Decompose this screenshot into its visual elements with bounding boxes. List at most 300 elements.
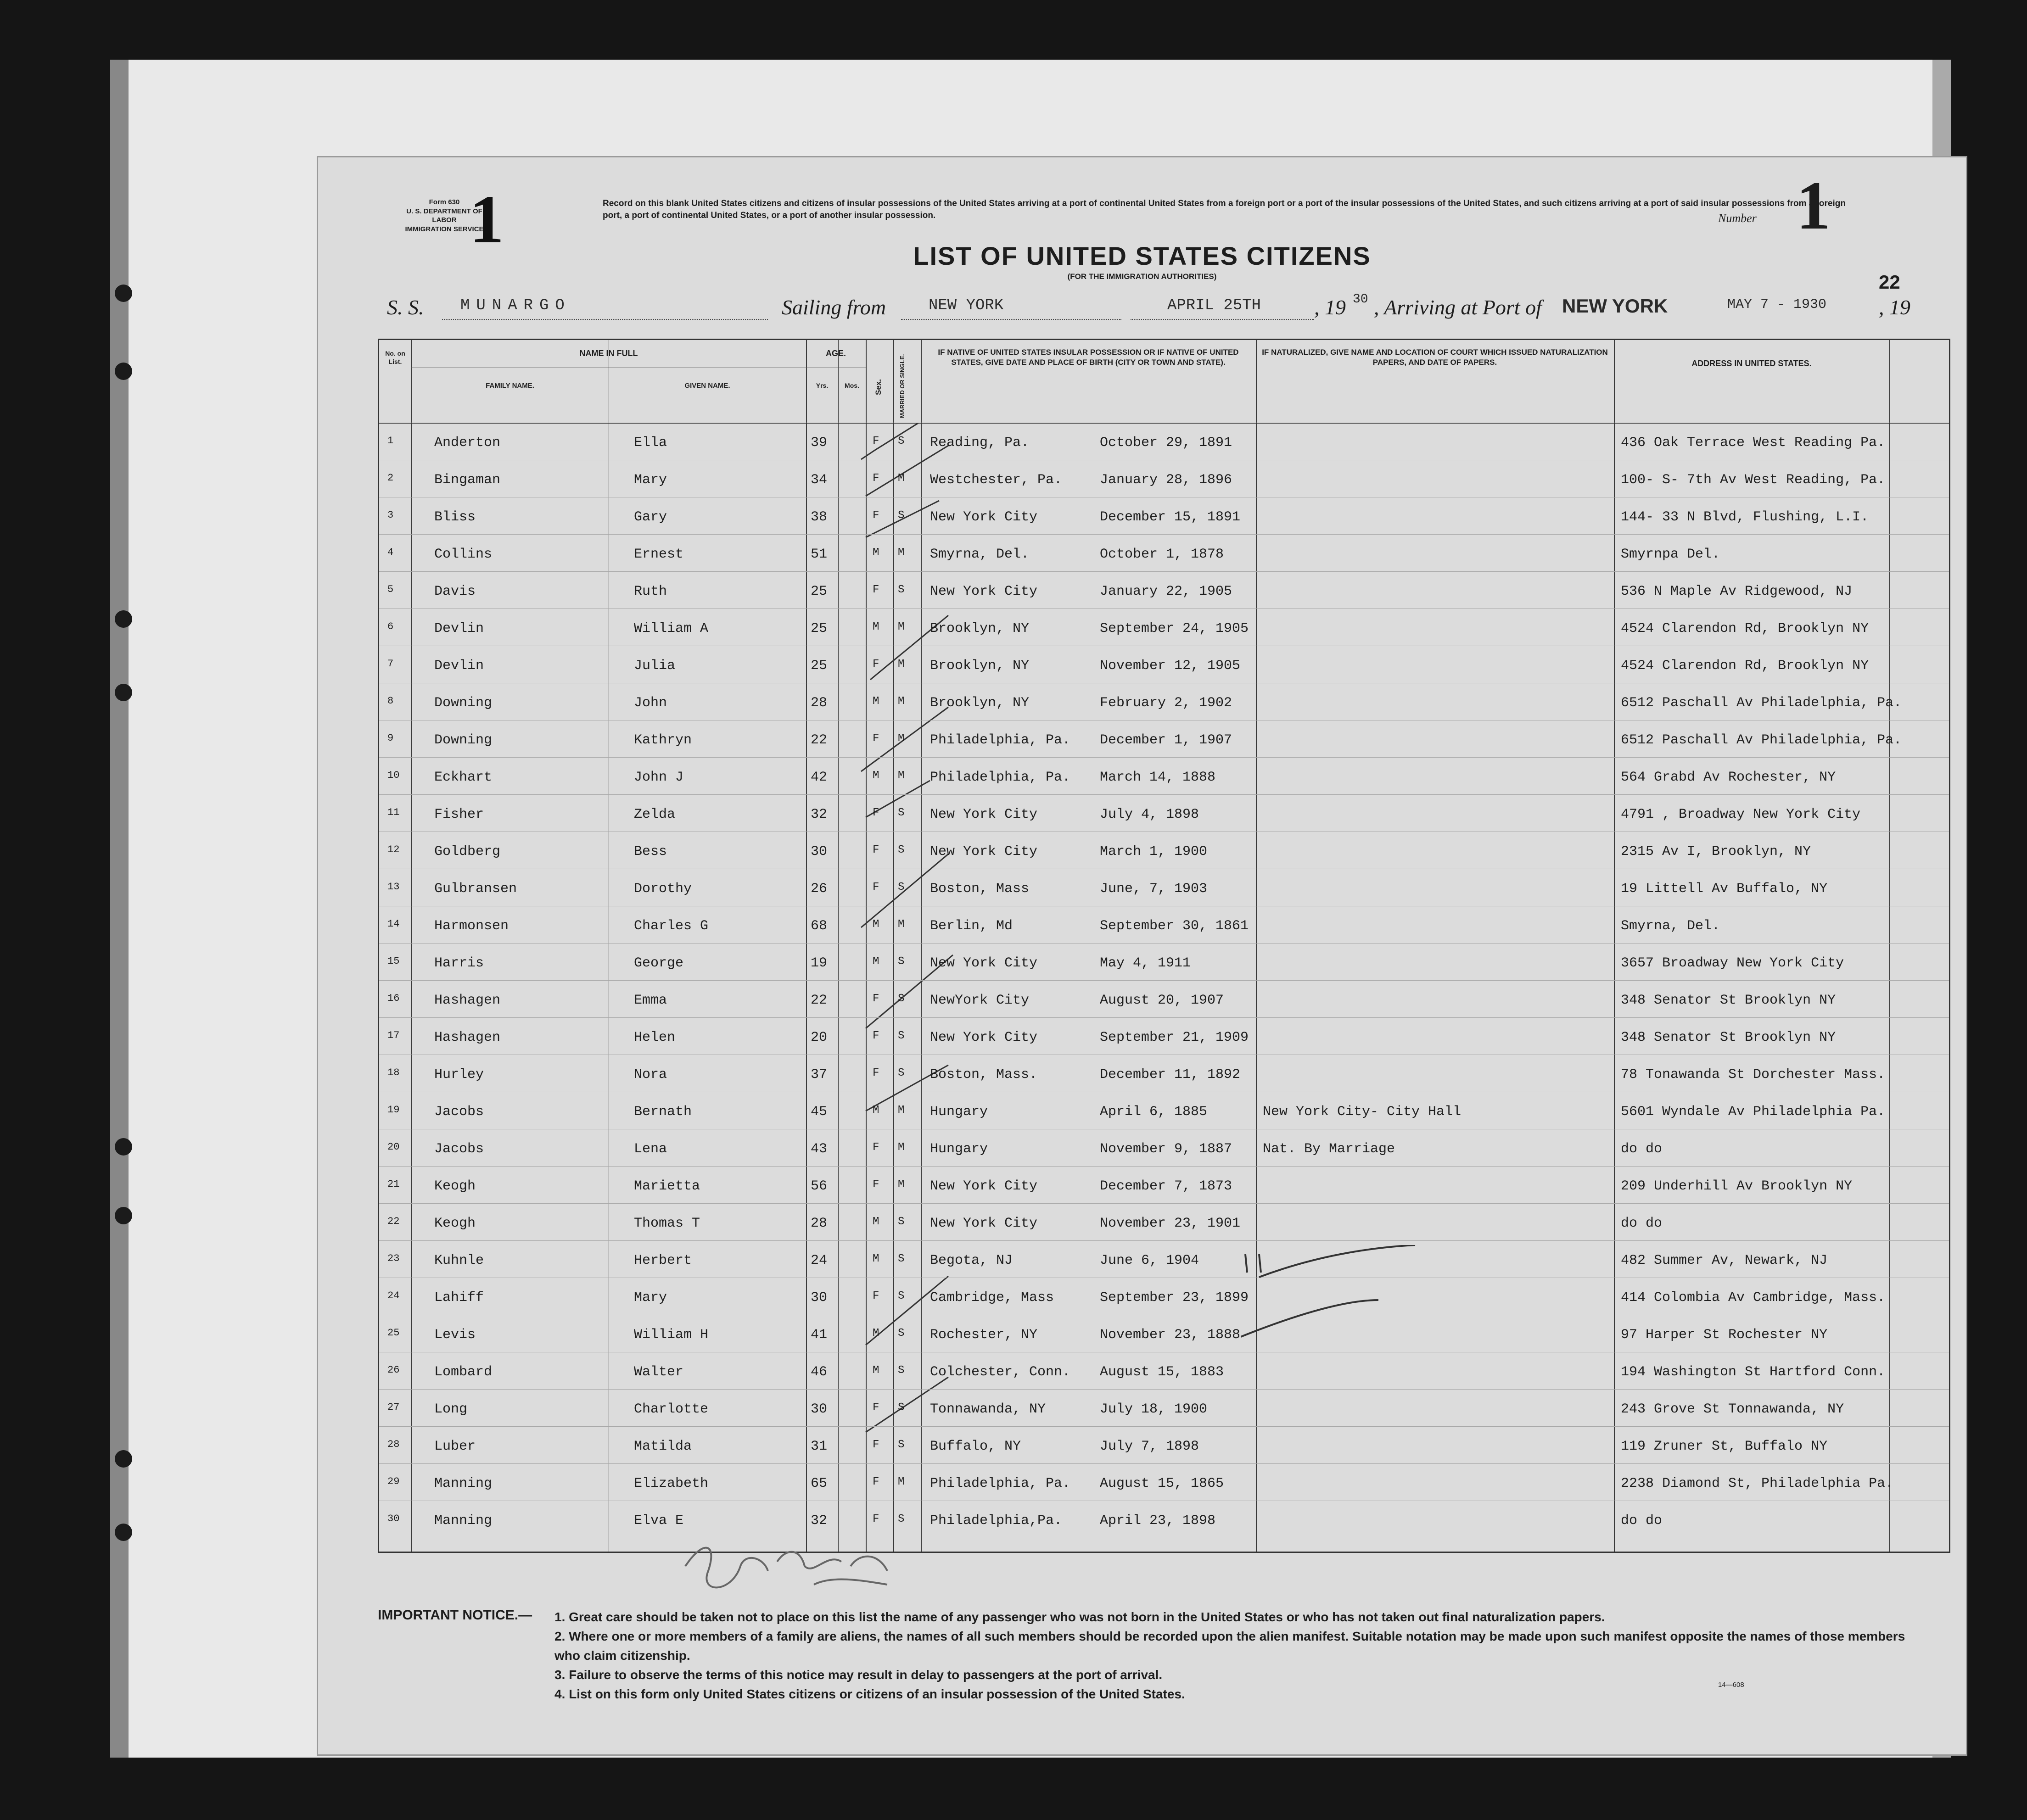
binder-hole [115, 1524, 132, 1541]
marital-status: S [898, 1067, 905, 1079]
family-name: Lahiff [434, 1290, 484, 1306]
sex: F [873, 658, 879, 670]
page-number: 22 [1879, 271, 1900, 293]
marital-status: S [898, 1513, 905, 1525]
ss-label: S. S. [387, 296, 424, 319]
marital-status: S [898, 435, 905, 447]
column-header-married: MARRIED OR SINGLE. [899, 354, 906, 418]
given-name: Bernath [634, 1104, 692, 1120]
age-years: 56 [811, 1178, 828, 1194]
marital-status: S [898, 1253, 905, 1265]
sex: F [873, 1401, 879, 1414]
table-row [379, 1501, 1949, 1538]
age-years: 42 [811, 770, 828, 785]
birth-place: Berlin, Md [930, 918, 1013, 934]
table-row [379, 646, 1949, 683]
row-number: 26 [387, 1364, 400, 1376]
table-row [379, 832, 1949, 869]
age-years: 34 [811, 472, 828, 488]
column-header-sex: Sex. [874, 379, 883, 395]
birth-date: November 23, 1901 [1100, 1216, 1241, 1231]
marital-status: S [898, 807, 905, 819]
us-address: 119 Zruner St, Buffalo NY [1621, 1439, 1828, 1454]
us-address: 436 Oak Terrace West Reading Pa. [1621, 435, 1886, 451]
sex: F [873, 1030, 879, 1042]
age-years: 20 [811, 1030, 828, 1045]
marital-status: M [898, 1141, 905, 1154]
column-header-yrs: Yrs. [816, 382, 829, 389]
us-address: 78 Tonawanda St Dorchester Mass. [1621, 1067, 1886, 1083]
notice-items [554, 1608, 1932, 1704]
birth-date: March 1, 1900 [1100, 844, 1208, 860]
age-years: 31 [811, 1439, 828, 1454]
age-years: 32 [811, 807, 828, 822]
given-name: Elva E [634, 1513, 684, 1529]
table-row [379, 460, 1949, 497]
table-row [379, 423, 1949, 460]
marital-status: M [898, 621, 905, 633]
us-address: 482 Summer Av, Newark, NJ [1621, 1253, 1828, 1268]
us-address: 194 Washington St Hartford Conn. [1621, 1364, 1886, 1380]
left-binding-strip [110, 60, 129, 1758]
given-name: Julia [634, 658, 676, 674]
signature [676, 1534, 915, 1598]
given-name: William A [634, 621, 709, 636]
us-address: 2315 Av I, Brooklyn, NY [1621, 844, 1811, 860]
age-years: 41 [811, 1327, 828, 1343]
given-name: Thomas T [634, 1216, 700, 1231]
sex: F [873, 435, 879, 447]
birth-place: Hungary [930, 1141, 988, 1157]
notice-label: IMPORTANT NOTICE.— [378, 1608, 532, 1623]
us-address: 5601 Wyndale Av Philadelphia Pa. [1621, 1104, 1886, 1120]
given-name: Charlotte [634, 1401, 709, 1417]
column-header-given: GIVEN NAME. [684, 382, 730, 390]
row-number: 9 [387, 732, 394, 744]
sex: M [873, 1327, 879, 1340]
record-instructions: Record on this blank United States citizens and citizens of insular possessions of the United States arriving at a port of continental United States from a foreign port or a port of the insular possessions of the United States, and such citizens arriving at a port of said insular possessions from a foreign port, a port of continental United States, or a port of another insular possession. [603, 199, 1846, 220]
row-number: 1 [387, 435, 394, 447]
given-name: Herbert [634, 1253, 692, 1268]
sex: F [873, 1067, 879, 1079]
family-name: Davis [434, 584, 476, 599]
given-name: Zelda [634, 807, 676, 822]
sex: F [873, 1178, 879, 1191]
family-name: Collins [434, 547, 493, 562]
family-name: Manning [434, 1476, 493, 1491]
us-address: 2238 Diamond St, Philadelphia Pa. [1621, 1476, 1894, 1491]
given-name: Ernest [634, 547, 684, 562]
table-row [379, 757, 1949, 795]
family-name: Jacobs [434, 1141, 484, 1157]
age-years: 22 [811, 732, 828, 748]
table-row [379, 1240, 1949, 1278]
given-name: Walter [634, 1364, 684, 1380]
row-number: 27 [387, 1401, 400, 1413]
departure-port: NEW YORK [929, 297, 1004, 314]
departure-date: APRIL 25TH [1167, 297, 1261, 314]
citizens-list-form [317, 156, 1967, 1756]
sex: F [873, 807, 879, 819]
birth-date: August 15, 1865 [1100, 1476, 1224, 1491]
family-name: Keogh [434, 1178, 476, 1194]
sex: M [873, 1216, 879, 1228]
birth-place: Hungary [930, 1104, 988, 1120]
binder-hole [115, 610, 132, 628]
row-number: 15 [387, 955, 400, 967]
birth-place: Philadelphia,Pa. [930, 1513, 1063, 1529]
birth-place: Philadelphia, Pa. [930, 732, 1071, 748]
birth-date: August 20, 1907 [1100, 993, 1224, 1008]
family-name: Kuhnle [434, 1253, 484, 1268]
row-number: 5 [387, 584, 394, 595]
table-row [379, 1129, 1949, 1167]
given-name: Nora [634, 1067, 667, 1083]
birth-place: Philadelphia, Pa. [930, 1476, 1071, 1491]
age-years: 37 [811, 1067, 828, 1083]
form-identifier-text: Form 630 U. S. DEPARTMENT OF LABOR IMMIGRATION SERVICE [405, 198, 484, 233]
table-row [379, 1055, 1949, 1092]
marital-status: S [898, 1216, 905, 1228]
row-number: 7 [387, 658, 394, 670]
age-years: 32 [811, 1513, 828, 1529]
birth-date: December 7, 1873 [1100, 1178, 1232, 1194]
table-row [379, 1278, 1949, 1315]
row-number: 13 [387, 881, 400, 893]
sex: F [873, 472, 879, 485]
sex: F [873, 844, 879, 856]
given-name: Elizabeth [634, 1476, 709, 1491]
age-years: 28 [811, 695, 828, 711]
birth-place: Reading, Pa. [930, 435, 1030, 451]
marital-status: S [898, 844, 905, 856]
birth-place: Cambridge, Mass [930, 1290, 1054, 1306]
row-number: 23 [387, 1253, 400, 1264]
column-header-name: NAME IN FULL [579, 349, 638, 358]
birth-place: Boston, Mass [930, 881, 1030, 897]
table-row [379, 869, 1949, 906]
marital-status: S [898, 881, 905, 893]
birth-place: Buffalo, NY [930, 1439, 1021, 1454]
sex: M [873, 1253, 879, 1265]
birth-place: New York City [930, 509, 1038, 525]
list-number: 1 [1796, 167, 1831, 244]
given-name: Matilda [634, 1439, 692, 1454]
sex: F [873, 1290, 879, 1302]
notice-item: 1. Great care should be taken not to place on this list the name of any passenger who was not born in the United States or who has not taken out final naturalization papers. [554, 1610, 1605, 1624]
sailing-from-label: Sailing from [782, 296, 886, 319]
sex: M [873, 1364, 879, 1377]
age-years: 25 [811, 584, 828, 599]
sex: M [873, 695, 879, 708]
birth-date: July 4, 1898 [1100, 807, 1199, 822]
column-header-family: FAMILY NAME. [486, 382, 534, 390]
notice-item: 3. Failure to observe the terms of this notice may result in delay to passengers at the port of arrival. [554, 1668, 1163, 1682]
age-years: 25 [811, 658, 828, 674]
table-row [379, 906, 1949, 943]
given-name: Dorothy [634, 881, 692, 897]
row-number: 29 [387, 1476, 400, 1487]
birth-place: New York City [930, 1030, 1038, 1045]
ship-name: MUNARGO [460, 297, 571, 314]
birth-date: September 21, 1909 [1100, 1030, 1249, 1045]
us-address: 4791 , Broadway New York City [1621, 807, 1861, 822]
column-header-address: ADDRESS IN UNITED STATES. [1691, 359, 1812, 368]
us-address: 4524 Clarendon Rd, Brooklyn NY [1621, 621, 1869, 636]
marital-status: S [898, 1439, 905, 1451]
date-field-line [1131, 319, 1314, 320]
age-years: 65 [811, 1476, 828, 1491]
us-address: Smyrnpa Del. [1621, 547, 1720, 562]
sex: F [873, 732, 879, 745]
binder-hole [115, 285, 132, 302]
table-row [379, 497, 1949, 535]
birth-date: January 22, 1905 [1100, 584, 1232, 599]
given-name: Marietta [634, 1178, 700, 1194]
family-name: Levis [434, 1327, 476, 1343]
birth-date: April 23, 1898 [1100, 1513, 1216, 1529]
age-years: 30 [811, 844, 828, 860]
age-years: 45 [811, 1104, 828, 1120]
age-years: 30 [811, 1401, 828, 1417]
given-name: Ruth [634, 584, 667, 599]
family-name: Harris [434, 955, 484, 971]
family-name: Keogh [434, 1216, 476, 1231]
form-code: 14—608 [1718, 1681, 1744, 1689]
birth-date: August 15, 1883 [1100, 1364, 1224, 1380]
family-name: Hurley [434, 1067, 484, 1083]
us-address: 19 Littell Av Buffalo, NY [1621, 881, 1828, 897]
sex: M [873, 1104, 879, 1117]
column-header-no: No. on List. [385, 350, 405, 366]
marital-status: S [898, 955, 905, 968]
birth-date: September 30, 1861 [1100, 918, 1249, 934]
table-row [379, 794, 1949, 832]
row-number: 8 [387, 695, 394, 707]
birth-date: November 9, 1887 [1100, 1141, 1232, 1157]
birth-place: Brooklyn, NY [930, 658, 1030, 674]
us-address: 3657 Broadway New York City [1621, 955, 1844, 971]
column-header-mos: Mos. [845, 382, 859, 389]
birth-place: Philadelphia, Pa. [930, 770, 1071, 785]
family-name: Lombard [434, 1364, 493, 1380]
given-name: Helen [634, 1030, 676, 1045]
marital-status: M [898, 1104, 905, 1117]
marital-status: M [898, 1178, 905, 1191]
birth-place: Tonnawanda, NY [930, 1401, 1046, 1417]
given-name: Mary [634, 1290, 667, 1306]
sex: F [873, 1141, 879, 1154]
sex: M [873, 918, 879, 931]
row-number: 30 [387, 1513, 400, 1524]
marital-status: M [898, 918, 905, 931]
table-row [379, 534, 1949, 572]
page-title: LIST OF UNITED STATES CITIZENS [913, 241, 1371, 270]
binder-hole [115, 1450, 132, 1468]
marital-status: S [898, 584, 905, 596]
us-address: Smyrna, Del. [1621, 918, 1720, 934]
notice-item: 2. Where one or more members of a family are aliens, the names of all such members should be recorded upon the alien manifest. Suitable notation may be made upon such manifest opposite the names of those members who claim citizenship. [554, 1629, 1905, 1663]
row-number: 28 [387, 1439, 400, 1450]
age-years: 43 [811, 1141, 828, 1157]
family-name: Hashagen [434, 1030, 501, 1045]
table-row [379, 1426, 1949, 1464]
birth-place: Rochester, NY [930, 1327, 1038, 1343]
birth-date: June, 7, 1903 [1100, 881, 1208, 897]
given-name: John [634, 695, 667, 711]
birth-place: New York City [930, 807, 1038, 822]
row-number: 18 [387, 1067, 400, 1078]
us-address: 209 Underhill Av Brooklyn NY [1621, 1178, 1853, 1194]
table-row [379, 1166, 1949, 1204]
sex: M [873, 547, 879, 559]
us-address: 414 Colombia Av Cambridge, Mass. [1621, 1290, 1886, 1306]
marital-status: S [898, 1290, 905, 1302]
us-address: do do [1621, 1216, 1663, 1231]
naturalization-annotation-marks [1241, 1245, 1433, 1355]
arriving-label: , Arriving at Port of [1374, 296, 1542, 319]
binder-hole [115, 1207, 132, 1224]
age-years: 22 [811, 993, 828, 1008]
marital-status: M [898, 658, 905, 670]
age-years: 51 [811, 547, 828, 562]
birth-place: Begota, NJ [930, 1253, 1013, 1268]
family-name: Downing [434, 695, 493, 711]
notice-item: 4. List on this form only United States citizens or citizens of an insular possession of the United States. [554, 1687, 1185, 1701]
family-name: Devlin [434, 658, 484, 674]
family-name: Hashagen [434, 993, 501, 1008]
marital-status: S [898, 993, 905, 1005]
table-row [379, 1463, 1949, 1501]
age-years: 28 [811, 1216, 828, 1231]
row-number: 6 [387, 621, 394, 632]
birth-place: New York City [930, 955, 1038, 971]
arrival-port: NEW YORK [1562, 295, 1668, 317]
table-row [379, 720, 1949, 758]
given-name: Ella [634, 435, 667, 451]
us-address: do do [1621, 1513, 1663, 1529]
birth-date: February 2, 1902 [1100, 695, 1232, 711]
marital-status: M [898, 695, 905, 708]
given-name: Emma [634, 993, 667, 1008]
birth-date: March 14, 1888 [1100, 770, 1216, 785]
number-label: Number [1718, 212, 1757, 225]
row-number: 21 [387, 1178, 400, 1190]
age-years: 25 [811, 621, 828, 636]
arrival-year: , 19 [1879, 296, 1910, 319]
row-number: 4 [387, 547, 394, 558]
given-name: John J [634, 770, 684, 785]
passenger-table [378, 339, 1950, 1553]
row-number: 3 [387, 509, 394, 521]
departure-year: 30 [1353, 292, 1368, 307]
given-name: Mary [634, 472, 667, 488]
birth-date: December 11, 1892 [1100, 1067, 1241, 1083]
table-row [379, 1092, 1949, 1129]
marital-status: M [898, 732, 905, 745]
handwritten-list-mark: 1 [470, 181, 504, 257]
birth-date: October 1, 1878 [1100, 547, 1224, 562]
table-row [379, 980, 1949, 1018]
us-address: 564 Grabd Av Rochester, NY [1621, 770, 1836, 785]
family-name: Luber [434, 1439, 476, 1454]
birth-date: January 28, 1896 [1100, 472, 1232, 488]
table-row [379, 683, 1949, 720]
birth-date: November 23, 1888 [1100, 1327, 1241, 1343]
sex: M [873, 621, 879, 633]
marital-status: M [898, 472, 905, 485]
binder-hole [115, 1138, 132, 1156]
row-number: 14 [387, 918, 400, 930]
row-number: 24 [387, 1290, 400, 1301]
marital-status: S [898, 1401, 905, 1414]
birth-place: Smyrna, Del. [930, 547, 1030, 562]
age-years: 68 [811, 918, 828, 934]
table-row [379, 1352, 1949, 1390]
row-number: 10 [387, 770, 400, 781]
page-subtitle: (FOR THE IMMIGRATION AUTHORITIES) [1067, 272, 1217, 281]
family-name: Bingaman [434, 472, 501, 488]
birth-date: December 15, 1891 [1100, 509, 1241, 525]
family-name: Fisher [434, 807, 484, 822]
given-name: Kathryn [634, 732, 692, 748]
naturalization-court: Nat. By Marriage [1263, 1141, 1395, 1157]
sex: M [873, 955, 879, 968]
birth-place: Colchester, Conn. [930, 1364, 1071, 1380]
birth-place: Brooklyn, NY [930, 695, 1030, 711]
marital-status: M [898, 770, 905, 782]
sex: F [873, 584, 879, 596]
age-years: 24 [811, 1253, 828, 1268]
age-years: 38 [811, 509, 828, 525]
family-name: Eckhart [434, 770, 493, 785]
birth-place: Brooklyn, NY [930, 621, 1030, 636]
table-row [379, 1017, 1949, 1055]
voyage-details [387, 292, 1948, 323]
birth-date: November 12, 1905 [1100, 658, 1241, 674]
family-name: Gulbransen [434, 881, 517, 897]
birth-date: April 6, 1885 [1100, 1104, 1208, 1120]
sex: F [873, 1476, 879, 1488]
given-name: Charles G [634, 918, 709, 934]
us-address: 6512 Paschall Av Philadelphia, Pa. [1621, 732, 1902, 748]
binder-hole [115, 363, 132, 380]
birth-date: September 23, 1899 [1100, 1290, 1249, 1306]
family-name: Long [434, 1401, 468, 1417]
sex: F [873, 509, 879, 522]
us-address: 97 Harper St Rochester NY [1621, 1327, 1828, 1343]
family-name: Anderton [434, 435, 501, 451]
row-number: 12 [387, 844, 400, 855]
birth-date: July 18, 1900 [1100, 1401, 1208, 1417]
us-address: 243 Grove St Tonnawanda, NY [1621, 1401, 1844, 1417]
family-name: Goldberg [434, 844, 501, 860]
us-address: 348 Senator St Brooklyn NY [1621, 993, 1836, 1008]
arrival-date: MAY 7 - 1930 [1727, 297, 1827, 313]
us-address: 100- S- 7th Av West Reading, Pa. [1621, 472, 1886, 488]
table-row [379, 571, 1949, 609]
family-name: Devlin [434, 621, 484, 636]
family-name: Bliss [434, 509, 476, 525]
birth-date: June 6, 1904 [1100, 1253, 1199, 1268]
birth-date: December 1, 1907 [1100, 732, 1232, 748]
us-address: do do [1621, 1141, 1663, 1157]
family-name: Downing [434, 732, 493, 748]
age-years: 46 [811, 1364, 828, 1380]
sex: F [873, 1439, 879, 1451]
row-number: 19 [387, 1104, 400, 1116]
table-row [379, 1389, 1949, 1427]
